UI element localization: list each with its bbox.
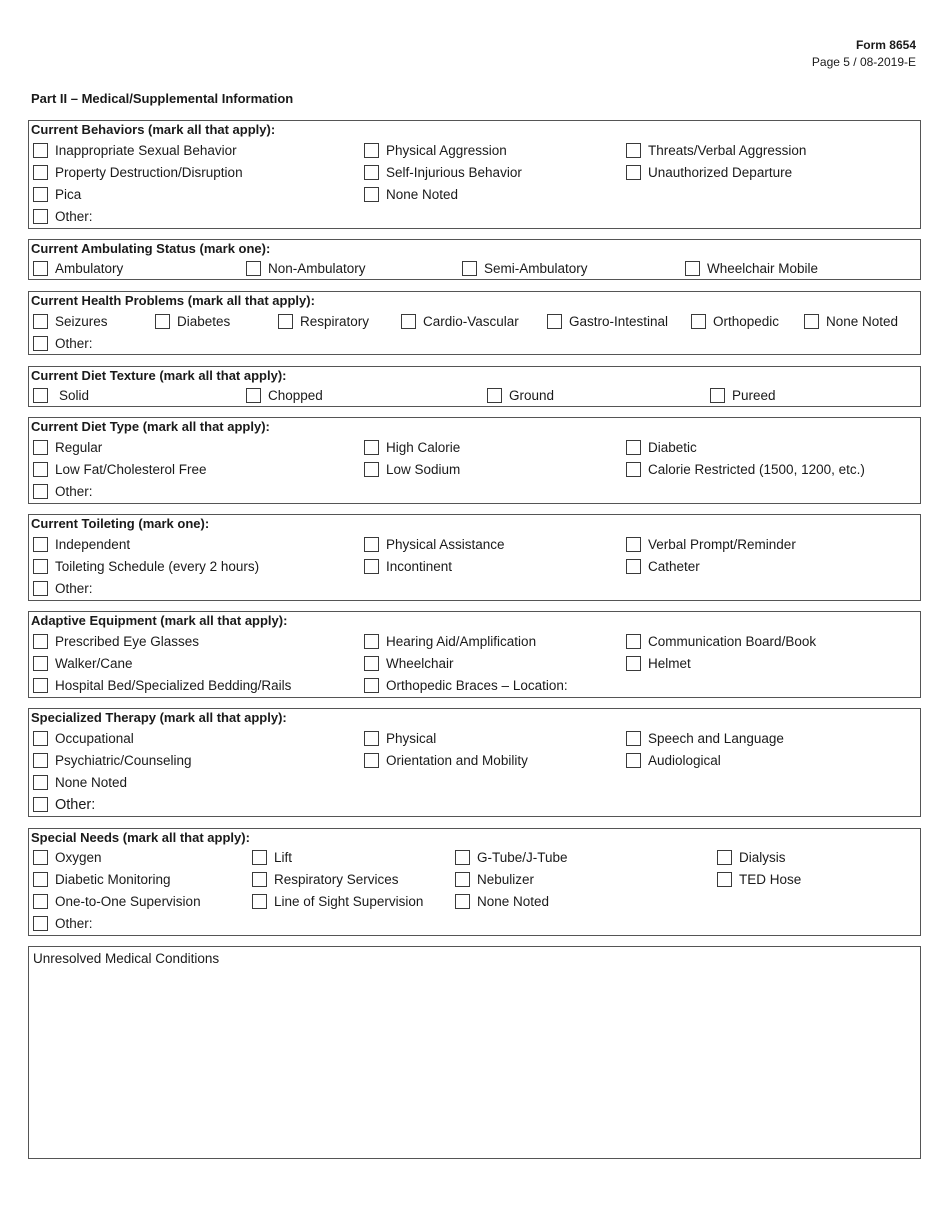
checkbox-label: Inappropriate Sexual Behavior (55, 143, 237, 158)
checkbox-box[interactable] (33, 336, 48, 351)
checkbox-box[interactable] (401, 314, 416, 329)
checkbox-label: Property Destruction/Disruption (55, 165, 243, 180)
checkbox-label: Line of Sight Supervision (274, 894, 424, 909)
checkbox-label: Low Fat/Cholesterol Free (55, 462, 207, 477)
checkbox-label: Physical (386, 731, 437, 746)
checkbox-box[interactable] (626, 440, 641, 455)
checkbox-label: Solid (59, 388, 90, 403)
checkbox-box[interactable] (364, 187, 379, 202)
checkbox-label: Diabetes (177, 314, 231, 329)
checkbox-label: Cardio-Vascular (423, 314, 519, 329)
section-title: Current Ambulating Status (mark one): (31, 241, 271, 256)
checkbox-label: Lift (274, 850, 293, 865)
checkbox-label: Other: (55, 916, 93, 931)
checkbox-box[interactable] (278, 314, 293, 329)
checkbox-label: Ambulatory (55, 261, 124, 276)
checkbox-label: Pica (55, 187, 82, 202)
checkbox-box[interactable] (364, 462, 379, 477)
checkbox-box[interactable] (246, 261, 261, 276)
checkbox-box[interactable] (804, 314, 819, 329)
checkbox-box[interactable] (33, 187, 48, 202)
checkbox-label: Audiological (648, 753, 721, 768)
checkbox-label: TED Hose (739, 872, 802, 887)
checkbox-label: Helmet (648, 656, 691, 671)
checkbox-label: Chopped (268, 388, 323, 403)
checkbox-label: High Calorie (386, 440, 461, 455)
checkbox-label: Ground (509, 388, 555, 403)
section-title: Special Needs (mark all that apply): (31, 830, 250, 845)
checkbox-box[interactable] (33, 731, 48, 746)
checkbox-label: Psychiatric/Counseling (55, 753, 192, 768)
checkbox-box[interactable] (717, 850, 732, 865)
checkbox-box[interactable] (252, 850, 267, 865)
checkbox-box[interactable] (33, 559, 48, 574)
checkbox-box[interactable] (626, 143, 641, 158)
page-number: Page 5 / 08-2019-E (811, 55, 916, 69)
checkbox-label: Dialysis (739, 850, 786, 865)
checkbox-label: Unauthorized Departure (648, 165, 793, 180)
section-special-needs (28, 828, 921, 936)
checkbox-label: Non-Ambulatory (268, 261, 366, 276)
checkbox-box[interactable] (717, 872, 732, 887)
checkbox-box[interactable] (252, 872, 267, 887)
checkbox-label: Respiratory (300, 314, 370, 329)
checkbox-label: Verbal Prompt/Reminder (648, 537, 796, 552)
checkbox-box[interactable] (364, 165, 379, 180)
checkbox-box[interactable] (33, 440, 48, 455)
checkbox-label: Prescribed Eye Glasses (55, 634, 200, 649)
checkbox-box[interactable] (33, 462, 48, 477)
checkbox-label: Catheter (648, 559, 700, 574)
checkbox-label: Seizures (55, 314, 108, 329)
checkbox-label: None Noted (386, 187, 459, 202)
checkbox-box[interactable] (33, 634, 48, 649)
section-title: Current Diet Type (mark all that apply): (31, 419, 270, 434)
checkbox-box[interactable] (462, 261, 477, 276)
checkbox-label: Hospital Bed/Specialized Bedding/Rails (55, 678, 292, 693)
checkbox-box[interactable] (364, 143, 379, 158)
checkbox-box[interactable] (455, 894, 470, 909)
section-specialized-therapy (28, 708, 921, 817)
checkbox-box[interactable] (626, 753, 641, 768)
checkbox-box[interactable] (33, 484, 48, 499)
checkbox-box[interactable] (364, 731, 379, 746)
checkbox-box[interactable] (547, 314, 562, 329)
checkbox-box[interactable] (710, 388, 725, 403)
checkbox-box[interactable] (626, 634, 641, 649)
checkbox-label: Hearing Aid/Amplification (386, 634, 537, 649)
checkbox-label: Occupational (55, 731, 134, 746)
section-diet-type (28, 417, 921, 504)
checkbox-label: Semi-Ambulatory (484, 261, 588, 276)
checkbox-label: Independent (55, 537, 131, 552)
checkbox-box[interactable] (33, 537, 48, 552)
checkbox-box[interactable] (33, 872, 48, 887)
checkbox-label: Threats/Verbal Aggression (648, 143, 807, 158)
checkbox-label: Gastro-Intestinal (569, 314, 669, 329)
checkbox-label: None Noted (826, 314, 899, 329)
checkbox-box[interactable] (252, 894, 267, 909)
checkbox-label: Diabetic (648, 440, 697, 455)
checkbox-label: Other: (55, 209, 93, 224)
checkbox-box[interactable] (33, 916, 48, 931)
checkbox-label: Other: (55, 336, 93, 351)
section-title: Current Toileting (mark one): (31, 516, 210, 531)
checkbox-box[interactable] (626, 462, 641, 477)
checkbox-label: None Noted (55, 775, 128, 790)
checkbox-box[interactable] (626, 165, 641, 180)
checkbox-box[interactable] (364, 440, 379, 455)
checkbox-box[interactable] (33, 678, 48, 693)
checkbox-label: Orientation and Mobility (386, 753, 528, 768)
checkbox-label: Self-Injurious Behavior (386, 165, 522, 180)
checkbox-label: Orthopedic Braces – Location: (386, 678, 568, 693)
section-health-problems (28, 291, 921, 355)
checkbox-box[interactable] (33, 753, 48, 768)
checkbox-box[interactable] (33, 775, 48, 790)
checkbox-label: Other: (55, 797, 96, 813)
section-current-behaviors (28, 120, 921, 229)
checkbox-box[interactable] (364, 634, 379, 649)
checkbox-label: Physical Aggression (386, 143, 507, 158)
section-title: Specialized Therapy (mark all that apply): (31, 710, 287, 725)
checkbox-box[interactable] (33, 850, 48, 865)
section-adaptive-equipment (28, 611, 921, 698)
checkbox-label: Orthopedic (713, 314, 780, 329)
checkbox-label: Nebulizer (477, 872, 535, 887)
section-title: Adaptive Equipment (mark all that apply): (31, 613, 288, 628)
checkbox-label: Communication Board/Book (648, 634, 817, 649)
part-title: Part II – Medical/Supplemental Information (31, 91, 294, 106)
checkbox-box[interactable] (691, 314, 706, 329)
checkbox-box[interactable] (364, 656, 379, 671)
checkbox-label: None Noted (477, 894, 550, 909)
checkbox-label: Speech and Language (648, 731, 784, 746)
checkbox-box[interactable] (685, 261, 700, 276)
checkbox-label: G-Tube/J-Tube (477, 850, 568, 865)
section-toileting (28, 514, 921, 601)
checkbox-box[interactable] (33, 209, 48, 224)
checkbox-label: Oxygen (55, 850, 102, 865)
checkbox-label: Pureed (732, 388, 776, 403)
checkbox-box[interactable] (33, 581, 48, 596)
checkbox-label: Physical Assistance (386, 537, 505, 552)
checkbox-label: Regular (55, 440, 103, 455)
checkbox-label: Walker/Cane (55, 656, 133, 671)
checkbox-box[interactable] (626, 656, 641, 671)
checkbox-label: Respiratory Services (274, 872, 399, 887)
checkbox-box[interactable] (455, 850, 470, 865)
checkbox-box[interactable] (33, 797, 48, 812)
checkbox-box[interactable] (626, 537, 641, 552)
checkbox-box[interactable] (33, 165, 48, 180)
checkbox-box[interactable] (364, 678, 379, 693)
checkbox-box[interactable] (33, 143, 48, 158)
checkbox-box[interactable] (33, 894, 48, 909)
checkbox-box[interactable] (33, 656, 48, 671)
checkbox-label: Other: (55, 484, 93, 499)
form-number: Form 8654 (855, 38, 916, 52)
checkbox-label: Incontinent (386, 559, 453, 574)
checkbox-box[interactable] (455, 872, 470, 887)
checkbox-box[interactable] (33, 261, 48, 276)
section-title: Current Diet Texture (mark all that apply): (31, 368, 287, 383)
unresolved-medical-conditions-label: Unresolved Medical Conditions (33, 951, 220, 966)
checkbox-box[interactable] (487, 388, 502, 403)
checkbox-label: Diabetic Monitoring (55, 872, 171, 887)
checkbox-box[interactable] (364, 753, 379, 768)
section-ambulating-status (28, 239, 921, 280)
checkbox-label: Wheelchair (386, 656, 454, 671)
checkbox-label: Low Sodium (386, 462, 461, 477)
checkbox-box[interactable] (155, 314, 170, 329)
checkbox-box[interactable] (626, 559, 641, 574)
checkbox-label: Wheelchair Mobile (707, 261, 819, 276)
section-diet-texture (28, 366, 921, 407)
checkbox-box[interactable] (364, 559, 379, 574)
checkbox-box[interactable] (33, 388, 48, 403)
checkbox-label: Other: (55, 581, 93, 596)
checkbox-box[interactable] (246, 388, 261, 403)
checkbox-label: Calorie Restricted (1500, 1200, etc.) (648, 462, 865, 477)
checkbox-label: Toileting Schedule (every 2 hours) (55, 559, 260, 574)
unresolved-medical-conditions-field[interactable] (28, 946, 921, 1159)
section-title: Current Behaviors (mark all that apply): (31, 122, 276, 137)
checkbox-label: One-to-One Supervision (55, 894, 201, 909)
section-title: Current Health Problems (mark all that apply): (31, 293, 315, 308)
checkbox-box[interactable] (364, 537, 379, 552)
checkbox-box[interactable] (626, 731, 641, 746)
checkbox-box[interactable] (33, 314, 48, 329)
